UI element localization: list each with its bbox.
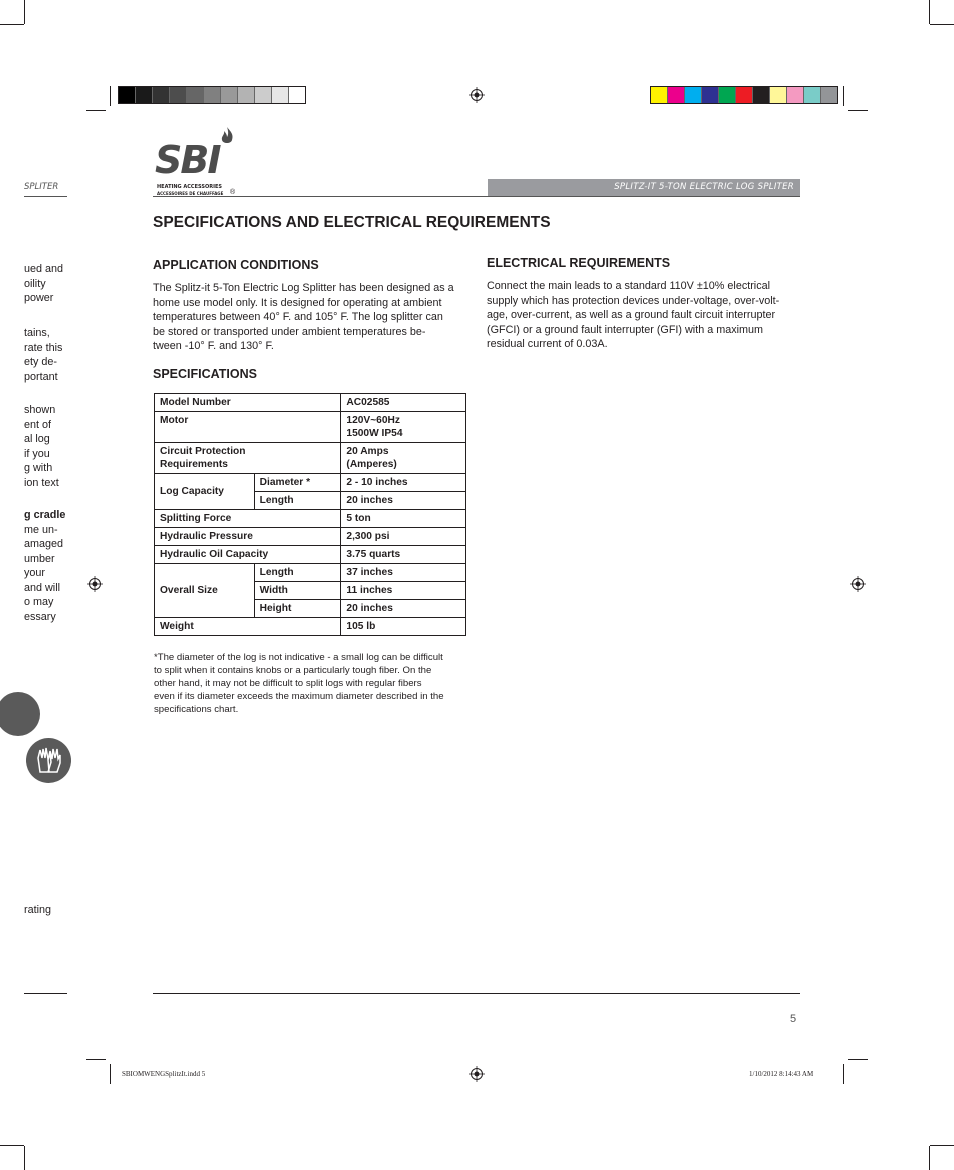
page-number: 5: [790, 1013, 797, 1025]
table-row: [155, 564, 466, 582]
table-cell: 20 inches: [341, 600, 466, 618]
header-band: SPLITZ-IT 5-TON ELECTRIC LOG SPLITER: [488, 179, 800, 196]
text-line: your: [24, 567, 46, 579]
facing-page-text: [24, 403, 68, 490]
left-footer-rule: [24, 993, 67, 994]
specifications-heading: SPECIFICATIONS: [153, 367, 257, 381]
crop-mark: [848, 110, 868, 111]
process-color-bar: [650, 86, 838, 104]
text-line: ent of: [24, 418, 52, 431]
table-cell: 5 ton: [341, 510, 466, 528]
table-row: [155, 412, 466, 443]
crop-mark: [24, 1146, 25, 1170]
text-line: power: [24, 292, 54, 304]
table-row: [155, 528, 466, 546]
table-cell: [341, 412, 466, 443]
text-line: o may: [24, 596, 54, 608]
table-cell: Width: [254, 582, 341, 600]
crop-mark: [843, 1064, 844, 1084]
cell-line: (Amperes): [346, 459, 397, 470]
table-cell: Log Capacity: [155, 474, 255, 510]
registered-mark: ®: [230, 189, 236, 196]
text-line: even if its diameter exceeds the maximum diameter described in the: [154, 691, 444, 702]
registration-mark-icon: [87, 576, 103, 592]
text-line: al log: [24, 433, 50, 445]
slug-filename: SBIOMWENGSplitzIt.indd 5: [122, 1070, 206, 1078]
text-line: tains,: [24, 327, 50, 339]
crop-mark: [110, 86, 111, 106]
registration-mark-icon: [469, 87, 485, 103]
crop-mark: [929, 1146, 930, 1170]
text-line: rate this: [24, 341, 63, 354]
color-swatch: [119, 87, 136, 103]
registration-mark-icon: [469, 1066, 485, 1082]
table-row: [155, 474, 466, 492]
table-row: [155, 443, 466, 474]
logo-letters: SBI: [155, 138, 220, 182]
color-swatch: [221, 87, 238, 103]
table-cell: Motor: [155, 412, 341, 443]
color-swatch: [821, 87, 837, 103]
table-cell: Height: [254, 600, 341, 618]
text-line: g with: [24, 462, 53, 474]
table-cell: 3.75 quarts: [341, 546, 466, 564]
table-cell: Weight: [155, 618, 341, 636]
text-line: age, over-current, as well as a ground fault circuit interrupter: [487, 309, 776, 321]
text-line: Connect the main leads to a standard 110V ±10% electrical: [487, 280, 771, 292]
footer-rule: [153, 993, 800, 994]
text-line: supply which has protection devices under-voltage, over-volt-: [487, 294, 780, 307]
color-swatch: [170, 87, 187, 103]
registration-mark-icon: [850, 576, 866, 592]
text-line: rating: [24, 904, 52, 916]
left-header-rule: [24, 196, 67, 197]
cell-line: 1500W IP54: [346, 428, 403, 439]
table-row: [155, 510, 466, 528]
text-line: (GFCI) or a ground fault interrupter (GFI) with a maximum: [487, 323, 763, 336]
table-cell: [155, 443, 341, 474]
text-line: tween -10° F. and 130° F.: [153, 340, 274, 352]
grayscale-color-bar: [118, 86, 306, 104]
color-swatch: [289, 87, 305, 103]
color-swatch: [770, 87, 787, 103]
table-cell: 2 - 10 inches: [341, 474, 466, 492]
color-swatch: [153, 87, 170, 103]
color-swatch: [255, 87, 272, 103]
slug-timestamp: 1/10/2012 8:14:43 AM: [749, 1070, 814, 1078]
table-cell: Length: [254, 492, 341, 510]
table-cell: 105 lb: [341, 618, 466, 636]
application-heading: APPLICATION CONDITIONS: [153, 258, 319, 272]
text-line: residual current of 0.03A.: [487, 338, 608, 350]
text-line: be stored or transported under ambient temperatures be-: [153, 325, 426, 338]
table-cell: [341, 443, 466, 474]
crop-mark: [0, 1145, 24, 1146]
crop-mark: [930, 1145, 954, 1146]
text-line: and will: [24, 581, 61, 594]
table-cell: Hydraulic Oil Capacity: [155, 546, 341, 564]
text-line: shown: [24, 404, 56, 416]
table-cell: Splitting Force: [155, 510, 341, 528]
text-line: ued and: [24, 263, 64, 275]
text-line: temperatures between 40° F. and 105° F. The log splitter can: [153, 311, 443, 323]
text-line: *The diameter of the log is not indicative - a small log can be difficult: [154, 652, 443, 663]
color-swatch: [685, 87, 702, 103]
color-swatch: [804, 87, 821, 103]
table-cell: Overall Size: [155, 564, 255, 618]
safety-icon: [0, 692, 40, 736]
table-cell: Model Number: [155, 394, 341, 412]
crop-mark: [0, 24, 24, 25]
cell-line: Requirements: [160, 459, 228, 470]
header-rule: [153, 196, 800, 197]
text-line: The Splitz-it 5-Ton Electric Log Splitter has been designed as a: [153, 282, 454, 294]
text-line: me un-: [24, 523, 58, 536]
color-swatch: [753, 87, 770, 103]
crop-mark: [843, 86, 844, 106]
color-swatch: [272, 87, 289, 103]
text-line: essary: [24, 610, 56, 623]
crop-mark: [86, 110, 106, 111]
cell-line: 120V~60Hz: [346, 415, 400, 426]
text-line: amaged: [24, 538, 64, 550]
page-title: SPECIFICATIONS AND ELECTRICAL REQUIREMENTS: [153, 214, 551, 231]
table-cell: Length: [254, 564, 341, 582]
text-line: specifications chart.: [154, 704, 239, 715]
text-line: g cradle: [24, 509, 66, 521]
sbi-logo: [155, 126, 240, 198]
color-swatch: [238, 87, 255, 103]
crop-mark: [848, 1059, 868, 1060]
logo-tagline-french: ACCESSOIRES DE CHAUFFAGE: [157, 191, 224, 196]
text-line: if you: [24, 447, 50, 460]
table-footnote: [154, 651, 466, 716]
gloves-icon: [26, 738, 71, 783]
table-cell: 11 inches: [341, 582, 466, 600]
text-line: home use model only. It is designed for operating at ambient: [153, 296, 442, 309]
facing-page-text: [24, 508, 68, 624]
flame-icon: [217, 126, 237, 146]
color-swatch: [719, 87, 736, 103]
facing-page-text: [24, 903, 68, 918]
cell-line: Circuit Protection: [160, 446, 246, 457]
color-swatch: [204, 87, 221, 103]
crop-mark: [86, 1059, 106, 1060]
table-row: [155, 618, 466, 636]
color-swatch: [187, 87, 204, 103]
crop-mark: [110, 1064, 111, 1084]
text-line: umber: [24, 552, 55, 565]
electrical-heading: ELECTRICAL REQUIREMENTS: [487, 256, 671, 270]
color-swatch: [651, 87, 668, 103]
table-row: [155, 546, 466, 564]
crop-mark: [930, 24, 954, 25]
text-line: oility: [24, 277, 46, 290]
cell-line: 20 Amps: [346, 446, 389, 457]
table-cell: 20 inches: [341, 492, 466, 510]
logo-tagline: HEATING ACCESSORIES: [157, 184, 222, 190]
electrical-paragraph: [487, 279, 802, 352]
color-swatch: [702, 87, 719, 103]
text-line: ion text: [24, 476, 59, 489]
color-swatch: [736, 87, 753, 103]
text-line: to split when it contains knobs or a particularly tough fiber. On the: [154, 665, 432, 676]
crop-mark: [24, 0, 25, 24]
color-swatch: [136, 87, 153, 103]
application-paragraph: [153, 281, 468, 354]
facing-page-text: [24, 262, 68, 306]
specifications-table: [154, 393, 466, 636]
table-cell: 37 inches: [341, 564, 466, 582]
table-cell: 2,300 psi: [341, 528, 466, 546]
color-swatch: [668, 87, 685, 103]
table-cell: Hydraulic Pressure: [155, 528, 341, 546]
text-line: portant: [24, 370, 58, 383]
color-swatch: [787, 87, 804, 103]
table-row: [155, 394, 466, 412]
crop-mark: [929, 0, 930, 24]
table-cell: Diameter *: [254, 474, 341, 492]
text-line: ety de-: [24, 356, 58, 368]
text-line: other hand, it may not be difficult to split logs with regular fibers: [154, 678, 422, 689]
left-page-header-band: SPLITER: [24, 179, 67, 196]
table-cell: AC02585: [341, 394, 466, 412]
facing-page-text: [24, 326, 68, 384]
